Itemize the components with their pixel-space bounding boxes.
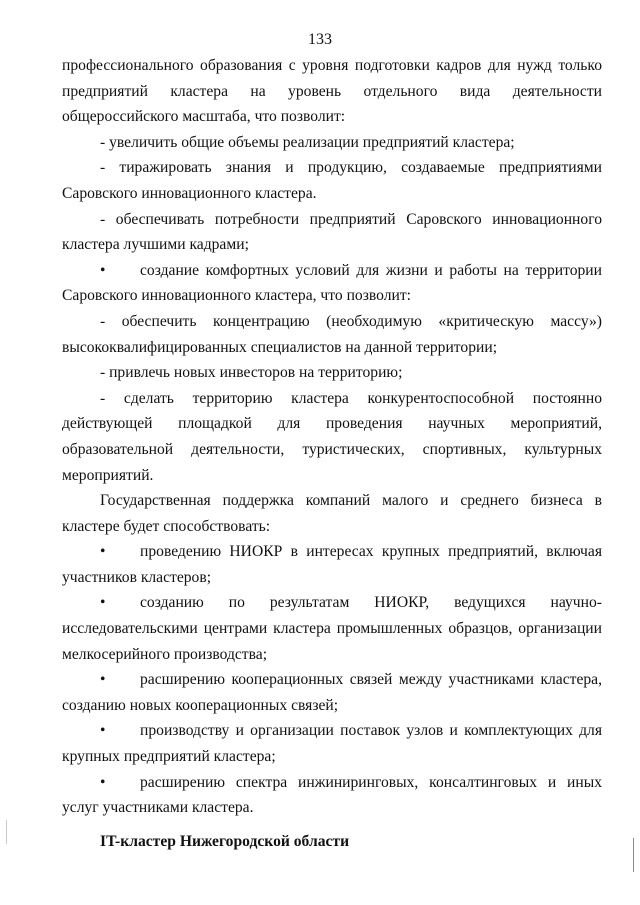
scan-edge-mark-left: [6, 820, 7, 844]
bullet-icon: •: [100, 671, 106, 689]
paragraph-text: создание комфортных условий для жизни и работы на территории Саровского инновационного кластера, что позволит:: [62, 261, 602, 305]
paragraph-text: - сделать территорию кластера конкурентоспособной постоянно действующей площадкой для проведения научных мероприятий, образовательной деятельности, туристических, спортивных, культурных мероприятий.: [62, 389, 602, 484]
paragraph-9: [62, 488, 602, 539]
paragraph-1: [62, 53, 602, 130]
bullet-paragraph-11: [62, 590, 602, 667]
bullet-paragraph-14: [62, 770, 602, 821]
paragraph-text: - привлечь новых инвесторов на территорию;: [100, 364, 403, 382]
paragraph-text: - обеспечивать потребности предприятий Саровского инновационного кластера лучшими кадрами;: [62, 210, 602, 254]
paragraph-6: [62, 309, 602, 360]
paragraph-3: [62, 155, 602, 206]
page-number: 133: [308, 31, 332, 48]
bullet-paragraph-13: [62, 718, 602, 769]
paragraph-text: профессионального образования с уровня подготовки кадров для нужд только предприятий кластера на уровень отдельного вида деятельности общероссийского масштаба, что позволит:: [62, 57, 602, 126]
body-text: [62, 53, 602, 854]
bullet-icon: •: [100, 722, 106, 740]
bullet-icon: •: [100, 261, 106, 279]
paragraph-text: созданию по результатам НИОКР, ведущихся научно-исследовательскими центрами кластера промышленных образцов, организации мелкосерийного производства;: [62, 594, 602, 663]
paragraph-text: производству и организации поставок узлов и комплектующих для крупных предприятий кластера;: [62, 722, 602, 766]
paragraph-7: [62, 360, 602, 386]
bullet-icon: •: [100, 543, 106, 561]
paragraph-text: проведению НИОКР в интересах крупных предприятий, включая участников кластеров;: [62, 543, 602, 586]
paragraph-4: [62, 207, 602, 258]
paragraph-text: расширению спектра инжиниринговых, консалтинговых и иных услуг участниками кластера.: [62, 773, 602, 817]
bullet-paragraph-5: [62, 258, 602, 309]
paragraph-text: - увеличить общие объемы реализации предприятий кластера;: [100, 133, 515, 151]
bullet-icon: •: [100, 594, 106, 612]
paragraph-text: расширению кооперационных связей между участниками кластера, созданию новых кооперационных связей;: [62, 671, 602, 714]
section-heading: IT-кластер Нижегородской области: [100, 832, 350, 850]
bullet-icon: •: [100, 773, 106, 791]
bullet-paragraph-12: [62, 667, 602, 718]
paragraph-8: [62, 386, 602, 488]
paragraph-text: - обеспечить концентрацию (необходимую «критическую массу») высококвалифицированных специалистов на данной территории;: [62, 312, 602, 356]
scan-edge-mark: [633, 838, 634, 872]
paragraph-text: - тиражировать знания и продукцию, создаваемые предприятиями Саровского инновационного кластера.: [62, 159, 602, 202]
bullet-paragraph-10: [62, 539, 602, 590]
paragraph-text: Государственная поддержка компаний малого и среднего бизнеса в кластере будет способствовать:: [62, 492, 602, 535]
paragraph-2: [62, 130, 602, 156]
